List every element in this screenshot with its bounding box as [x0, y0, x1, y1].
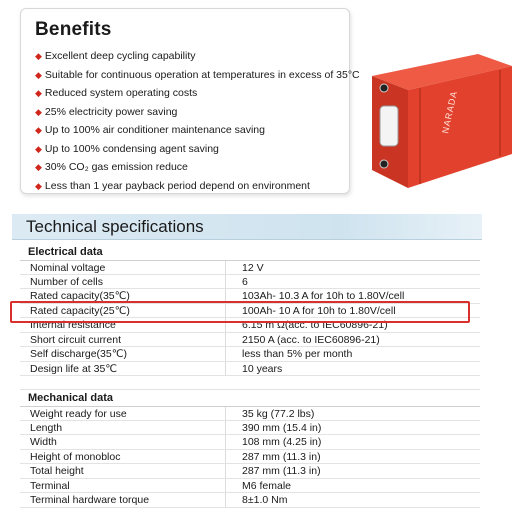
spec-table	[20, 244, 480, 508]
table-row: Total height 287 mm (11.3 in)	[20, 464, 480, 479]
table-row: Number of cells 6	[20, 275, 480, 290]
table-row: Self discharge(35℃) less than 5% per month	[20, 347, 480, 362]
benefit-item: ◆ Up to 100% air conditioner maintenance saving	[35, 124, 265, 136]
table-row: Terminal M6 female	[20, 479, 480, 494]
battery-product-image	[360, 36, 520, 196]
table-row: Width 108 mm (4.25 in)	[20, 435, 480, 450]
benefit-item: ◆ 25% electricity power saving	[35, 105, 178, 118]
spec-header-band	[12, 214, 482, 240]
table-row: Internal resistance 6.15 m Ω(acc. to IEC60896-21)	[20, 318, 480, 333]
battery-terminal-icon	[380, 160, 388, 168]
benefit-item: ◆ Reduced system operating costs	[35, 87, 198, 99]
benefits-card	[20, 8, 360, 194]
bullet-icon: ◆	[35, 69, 42, 80]
benefit-item: ◆ Up to 100% condensing agent saving	[35, 142, 219, 155]
table-spacer	[20, 376, 480, 390]
table-row: Weight ready for use 35 kg (77.2 lbs)	[20, 406, 480, 421]
bullet-icon: ◆	[35, 88, 42, 98]
table-row: Terminal hardware torque 8±1.0 Nm	[20, 493, 480, 508]
bullet-icon: ◆	[35, 180, 42, 191]
bullet-icon: ◆	[35, 125, 42, 135]
table-row: Height of monobloc 287 mm (11.3 in)	[20, 450, 480, 465]
bullet-icon: ◆	[35, 106, 42, 117]
table-row: Rated capacity(35℃) 103Ah- 10.3 A for 10h to 1.80V/cell	[20, 289, 480, 304]
benefits-list	[35, 47, 360, 195]
battery-handle	[380, 106, 398, 146]
spec-title: Technical specifications	[26, 217, 204, 236]
electrical-heading: Electrical data	[28, 246, 103, 258]
benefit-item: ◆ Less than 1 year payback period depend on environment	[35, 179, 310, 192]
benefits-title: Benefits	[35, 19, 112, 40]
bullet-icon: ◆	[35, 143, 42, 154]
table-row: Design life at 35℃ 10 years	[20, 362, 480, 377]
table-row: Length 390 mm (15.4 in)	[20, 421, 480, 436]
battery-brand-logo: NARADA	[440, 89, 460, 135]
table-row: Short circuit current 2150 A (acc. to IEC60896-21)	[20, 333, 480, 348]
bullet-icon: ◆	[35, 162, 42, 172]
battery-terminal-icon	[380, 84, 388, 92]
bullet-icon: ◆	[35, 51, 42, 61]
table-row-highlighted: Rated capacity(25℃) 100Ah- 10 A for 10h to 1.80V/cell	[20, 304, 480, 319]
mechanical-heading: Mechanical data	[28, 392, 113, 404]
benefit-item: ◆ Suitable for continuous operation at temperatures in excess of 35°C	[35, 68, 360, 81]
benefit-item: ◆ Excellent deep cycling capability	[35, 50, 196, 62]
table-row: Nominal voltage 12 V	[20, 260, 480, 275]
benefit-item: ◆ 30% CO₂ gas emission reduce	[35, 161, 188, 173]
